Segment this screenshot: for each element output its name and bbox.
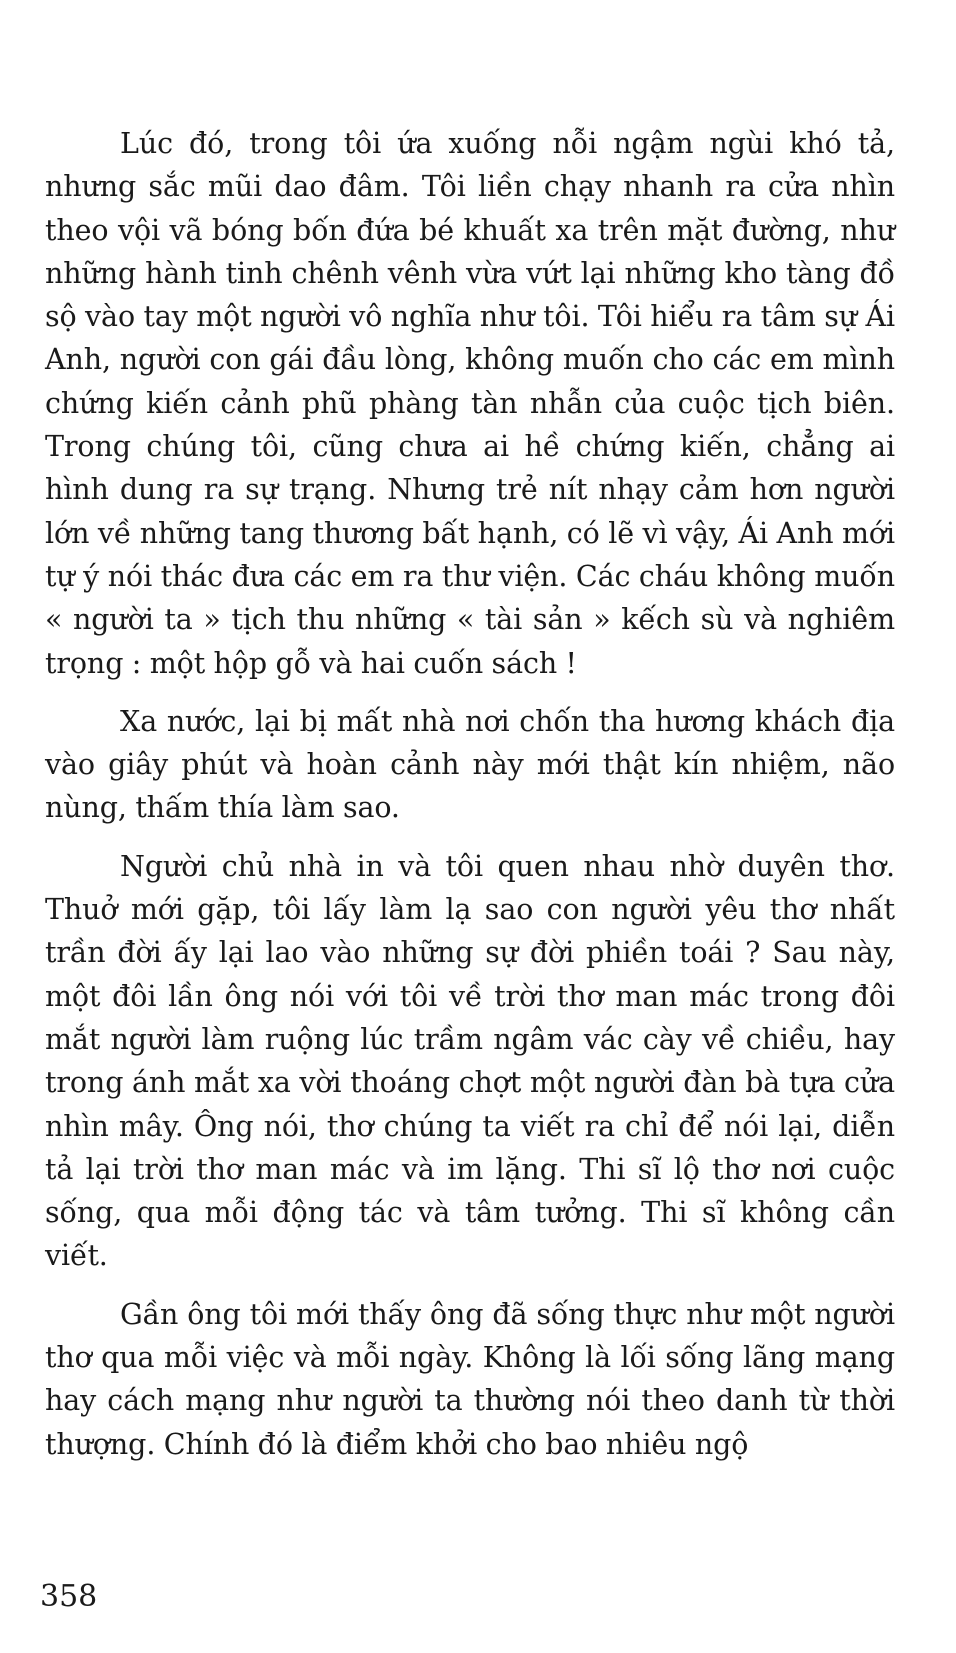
page-number: 358 <box>40 1579 98 1614</box>
page-body <box>45 122 895 1466</box>
paragraph-2: Xa nước, lại bị mất nhà nơi chốn tha hương khách địa vào giây phút và hoàn cảnh này mới thật kín nhiệm, não nùng, thấm thía làm sao. <box>45 704 895 825</box>
paragraph-3: Người chủ nhà in và tôi quen nhau nhờ duyên thơ. Thuở mới gặp, tôi lấy làm lạ sao con người yêu thơ nhất trần đời ấy lại lao vào những sự đời phiền toái ? Sau này, một đôi lần ông nói với tôi về trời thơ man mác trong đôi mắt người làm ruộng lúc trầm ngâm vác cày về chiều, hay trong ánh mắt xa vời thoáng chợt một người đàn bà tựa cửa nhìn mây. Ông nói, thơ chúng ta viết ra chỉ để nói lại, diễn tả lại trời thơ man mác và im lặng. Thi sĩ lộ thơ nơi cuộc sống, qua mỗi động tác và tâm tưởng. Thi sĩ không cần viết. <box>45 849 895 1273</box>
paragraph-1: Lúc đó, trong tôi ứa xuống nỗi ngậm ngùi khó tả, nhưng sắc mũi dao đâm. Tôi liền chạy nhanh ra cửa nhìn theo vội vã bóng bốn đứa bé khuất xa trên mặt đường, như những hành tinh chênh vênh vừa vứt lại những kho tàng đồ sộ vào tay một người vô nghĩa như tôi. Tôi hiểu ra tâm sự Ái Anh, người con gái đầu lòng, không muốn cho các em mình chứng kiến cảnh phũ phàng tàn nhẫn của cuộc tịch biên. Trong chúng tôi, cũng chưa ai hề chứng kiến, chẳng ai hình dung ra sự trạng. Nhưng trẻ nít nhạy cảm hơn người lớn về những tang thương bất hạnh, có lẽ vì vậy, Ái Anh mới tự ý nói thác đưa các em ra thư viện. Các cháu không muốn « người ta » tịch thu những « tài sản » kếch sù và nghiêm trọng : một hộp gỗ và hai cuốn sách ! <box>45 127 895 680</box>
paragraph-4: Gần ông tôi mới thấy ông đã sống thực như một người thơ qua mỗi việc và mỗi ngày. Không là lối sống lãng mạng hay cách mạng như người ta thường nói theo danh từ thời thượng. Chính đó là điểm khởi cho bao nhiêu ngộ <box>45 1297 895 1461</box>
